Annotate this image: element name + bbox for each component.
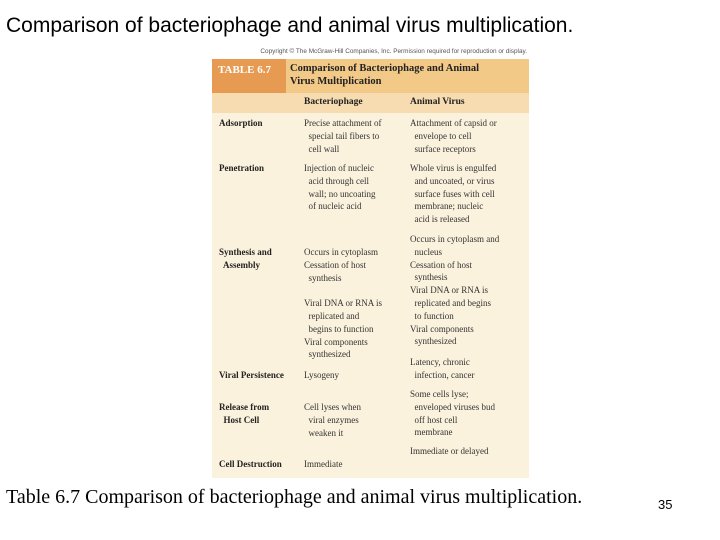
cell-bacteriophage-destruction: Immediate [304, 459, 343, 469]
row-label-cell-destruction: Cell Destruction [219, 459, 282, 469]
row-label-release: Release from Host Cell [219, 402, 270, 425]
table-figure [212, 45, 529, 478]
cell-bacteriophage-penetration: Injection of nucleic acid through cell wall; no uncoating of nucleic acid [304, 163, 376, 212]
column-header-bacteriophage: Bacteriophage [304, 97, 363, 107]
table-caption-line: Comparison of Bacteriophage and Animal [290, 63, 480, 74]
row-label-viral-persistence: Viral Persistence [219, 370, 284, 380]
cell-animal-virus-release: Some cells lyse; enveloped viruses bud off host cell membrane [410, 389, 495, 438]
row-label-adsorption: Adsorption [219, 118, 263, 128]
table-caption-line: Virus Multiplication [290, 76, 382, 87]
row-label-penetration: Penetration [219, 163, 264, 173]
cell-animal-virus-penetration: Whole virus is engulfed and uncoated, or virus surface fuses with cell membrane; nucleic acid is released [410, 163, 497, 225]
row-label-synthesis-assembly: Synthesis and Assembly [219, 247, 272, 270]
cell-bacteriophage-adsorption: Precise attachment of special tail fibers to cell wall [304, 118, 382, 154]
slide-title: Comparison of bacteriophage and animal virus multiplication. [6, 14, 574, 37]
footer-caption: Table 6.7 Comparison of bacteriophage and animal virus multiplication. [6, 486, 583, 508]
cell-bacteriophage-synthesis: Occurs in cytoplasm Cessation of host synthesis Viral DNA or RNA is replicated and begins to function Viral components synthesized [304, 247, 382, 360]
cell-animal-virus-synthesis: Occurs in cytoplasm and nucleus Cessation of host synthesis Viral DNA or RNA is replicated and begins to function Viral components synthesized [410, 234, 500, 347]
column-header-row [212, 93, 529, 113]
table-number: TABLE 6.7 [212, 59, 286, 93]
copyright-notice: Copyright © The McGraw-Hill Companies, Inc. Permission required for reproduction or display. [212, 45, 529, 59]
table-body [212, 113, 529, 478]
cell-animal-virus-persistence: Latency, chronic infection, cancer [410, 357, 475, 380]
column-header-animal-virus: Animal Virus [410, 97, 465, 107]
cell-bacteriophage-persistence: Lysogeny [304, 370, 339, 380]
table-caption [290, 62, 520, 88]
slide-number: 35 [658, 497, 673, 512]
table-header [212, 59, 529, 93]
cell-bacteriophage-release: Cell lyses when viral enzymes weaken it [304, 402, 361, 438]
cell-animal-virus-destruction: Immediate or delayed [410, 446, 489, 456]
cell-animal-virus-adsorption: Attachment of capsid or envelope to cell surface receptors [410, 118, 497, 154]
